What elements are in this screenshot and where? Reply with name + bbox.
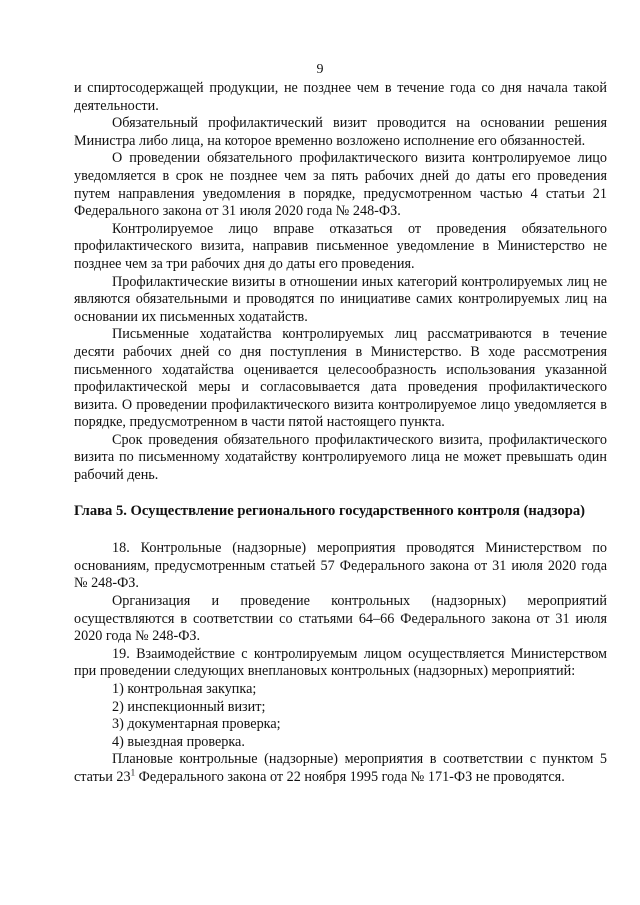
superscript: 1 [130, 767, 136, 778]
page-number: 9 [316, 62, 324, 77]
list-item: 2) инспекционный визит; [112, 698, 266, 715]
paragraph: Профилактические визиты в отношении иных категорий контролируемых лиц не являются обязательными и проводятся по инициативе самих контролируемых лиц на основании их письменных ходатайств. [74, 273, 607, 325]
list-item: 4) выездная проверка. [112, 733, 245, 750]
paragraph: Организация и проведение контрольных (надзорных) мероприятий осуществляются в соответствии со статьями 64–66 Федерального закона от 31 июля 2020 года № 248-ФЗ. [74, 593, 607, 645]
paragraph: 18. Контрольные (надзорные) мероприятия проводятся Министерством по основаниям, предусмотренным статьей 57 Федерального закона от 31 июля 2020 года № 248-ФЗ. [74, 540, 607, 592]
paragraph [74, 751, 607, 786]
paragraph: Контролируемое лицо вправе отказаться от проведения обязательного профилактического визита, направив письменное уведомление в Министерство не позднее чем за три рабочих дня до даты его проведения. [74, 220, 607, 272]
paragraph: Срок проведения обязательного профилактического визита, профилактического визита по письменному ходатайству контролируемого лица не может превышать один рабочий день. [74, 431, 607, 484]
document-body [74, 80, 607, 787]
paragraph-continuation: и спиртосодержащей продукции, не позднее чем в течение года со дня начала такой деятельности. [74, 80, 607, 114]
list-item: 3) документарная проверка; [112, 716, 281, 733]
paragraph: 19. Взаимодействие с контролируемым лицом осуществляется Министерством при проведении следующих внеплановых контрольных (надзорных) мероприятий: [74, 645, 607, 680]
chapter-heading: Глава 5. Осуществление регионального государственного контроля (надзора) [74, 502, 586, 519]
paragraph: Письменные ходатайства контролируемых лиц рассматриваются в течение десяти рабочих дней со дня поступления в Министерство. В ходе рассмотрения письменного ходатайства оценивается целесообразность использования указанной профилактической меры и согласовывается дата проведения профилактического визита. О проведении профилактического визита контролируемое лицо уведомляется в порядке, предусмотренном в части пятой настоящего пункта. [74, 326, 607, 431]
paragraph: Обязательный профилактический визит проводится на основании решения Министра либо лица, на которое временно возложено исполнение его обязанностей. [74, 115, 607, 149]
list-item: 1) контрольная закупка; [112, 681, 257, 697]
paragraph-text: Федерального закона от 22 ноября 1995 года № 171-ФЗ не проводятся. [135, 768, 565, 785]
paragraph: О проведении обязательного профилактического визита контролируемое лицо уведомляется в срок не позднее чем за пять рабочих дней до даты его проведения путем направления уведомления в порядке, предусмотренном частью 4 статьи 21 Федерального закона от 31 июля 2020 года № 248-ФЗ. [74, 150, 607, 220]
paragraph-text: Плановые контрольные (надзорные) мероприятия в соответствии с пунктом 5 статьи 23 [74, 751, 607, 785]
